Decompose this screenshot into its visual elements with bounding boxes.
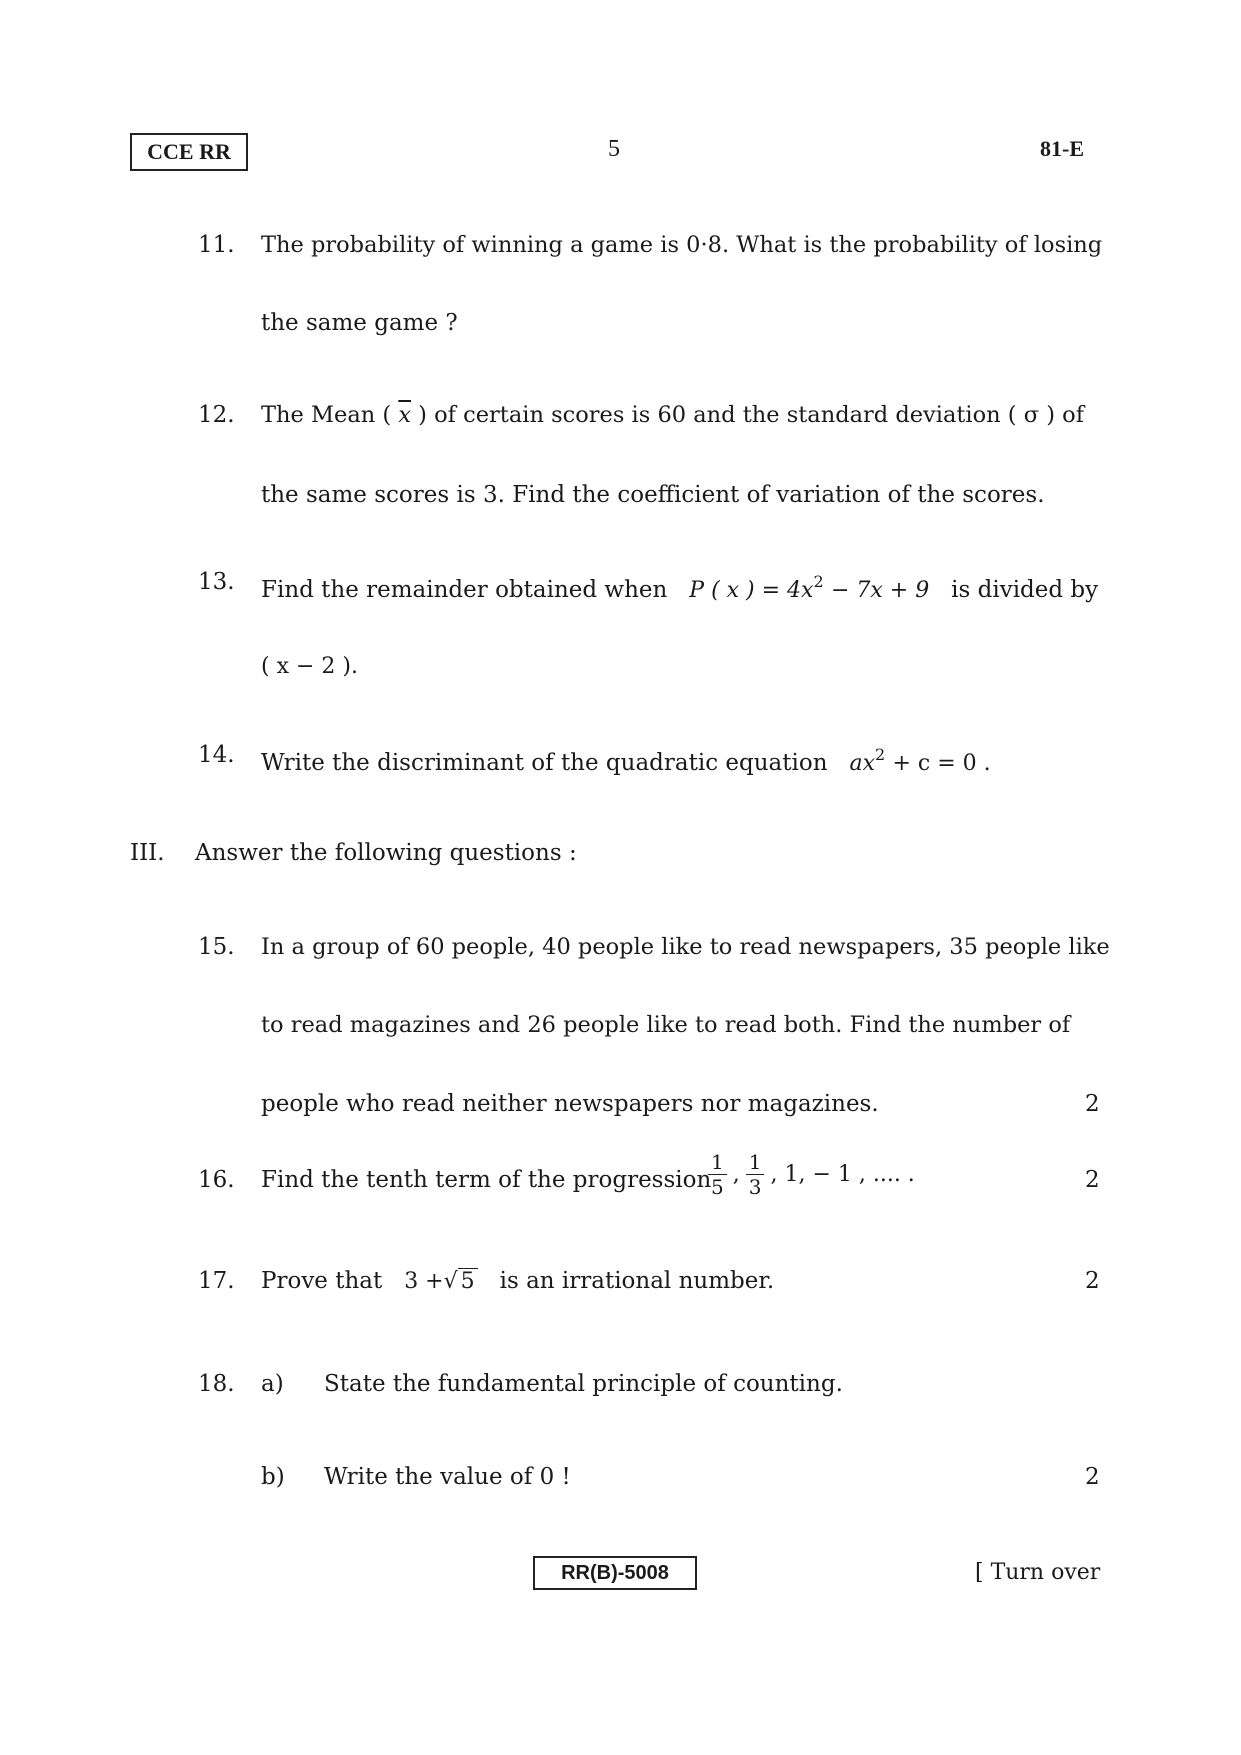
q16-number: 16. xyxy=(198,1167,235,1193)
q13-line1 xyxy=(261,567,1098,606)
q12-line1 xyxy=(261,400,1084,430)
q18-a-text: State the fundamental principle of counting. xyxy=(324,1371,843,1397)
q15-marks: 2 xyxy=(1085,1091,1100,1117)
q17-pre: Prove that xyxy=(261,1268,383,1294)
q17-number: 17. xyxy=(198,1268,235,1294)
q14-exponent: 2 xyxy=(874,745,886,764)
q16-fraction-1 xyxy=(708,1150,727,1199)
footer-code: RR(B)-5008 xyxy=(533,1556,697,1590)
q17-line xyxy=(261,1266,774,1297)
q11-line2: the same game ? xyxy=(261,310,458,336)
q16-fraction-2 xyxy=(746,1150,765,1199)
q16-text: Find the tenth term of the progression xyxy=(261,1167,712,1193)
radical-sign: √ xyxy=(443,1269,458,1294)
q13-number: 13. xyxy=(198,569,235,595)
q13-pre: Find the remainder obtained when xyxy=(261,577,668,603)
q12-mid: ) of certain scores is 60 and the standard deviation ( σ ) of xyxy=(418,402,1085,428)
q15-line1: In a group of 60 people, 40 people like to read newspapers, 35 people like xyxy=(261,934,1110,960)
q14-expr-a: ax xyxy=(849,751,875,776)
q15-line2: to read magazines and 26 people like to read both. Find the number of xyxy=(261,1012,1071,1038)
q17-radicand: 5 xyxy=(458,1268,478,1294)
series-label: CCE RR xyxy=(130,133,248,171)
q16-marks: 2 xyxy=(1085,1167,1100,1193)
q17-expr: 3 + xyxy=(404,1269,444,1294)
q18-a-label: a) xyxy=(261,1371,284,1397)
q11-line1: The probability of winning a game is 0·8. What is the probability of losing xyxy=(261,232,1103,258)
section-title: Answer the following questions : xyxy=(195,840,577,866)
q18-b-label: b) xyxy=(261,1464,285,1490)
q13-line2: ( x − 2 ). xyxy=(261,654,358,679)
q13-exponent: 2 xyxy=(813,572,824,591)
q14-text: Write the discriminant of the quadratic equation xyxy=(261,750,828,776)
q16-f2-numerator: 1 xyxy=(746,1150,765,1175)
q16-f1-denominator: 5 xyxy=(711,1175,724,1199)
q16-rest: , 1, − 1 , .... . xyxy=(770,1162,915,1187)
q15-line3: people who read neither newspapers nor magazines. xyxy=(261,1091,879,1117)
q12-mean-symbol: $\overline{x}$ xyxy=(398,402,412,428)
q14-number: 14. xyxy=(198,742,235,768)
q12-line2: the same scores is 3. Find the coefficient of variation of the scores. xyxy=(261,482,1045,508)
q13-expr-b: − 7x + 9 xyxy=(830,578,930,603)
q15-number: 15. xyxy=(198,934,235,960)
q12-number: 12. xyxy=(198,402,235,428)
q17-marks: 2 xyxy=(1085,1268,1100,1294)
q13-expr-a: P ( x ) = 4x xyxy=(689,578,814,603)
page-number: 5 xyxy=(608,136,620,162)
q16-f1-numerator: 1 xyxy=(708,1150,727,1175)
q18-marks: 2 xyxy=(1085,1464,1100,1490)
q13-post: is divided by xyxy=(951,577,1099,603)
turn-over-label: [ Turn over xyxy=(975,1560,1101,1585)
q12-pre: The Mean ( xyxy=(261,402,392,428)
paper-code: 81-E xyxy=(1040,136,1084,161)
q16-f2-denominator: 3 xyxy=(748,1175,762,1199)
q17-post: is an irrational number. xyxy=(499,1268,775,1294)
section-roman: III. xyxy=(130,840,165,866)
q16-progression: $\frac{1}{5}$ , $\frac{1}{3}$ , 1, − 1 , .... . xyxy=(702,1150,915,1199)
q18-b-text: Write the value of 0 ! xyxy=(324,1464,571,1490)
q11-number: 11. xyxy=(198,232,235,258)
q14-line xyxy=(261,740,991,779)
q14-expr-b: + c = 0 . xyxy=(892,751,991,776)
q18-number: 18. xyxy=(198,1371,235,1397)
